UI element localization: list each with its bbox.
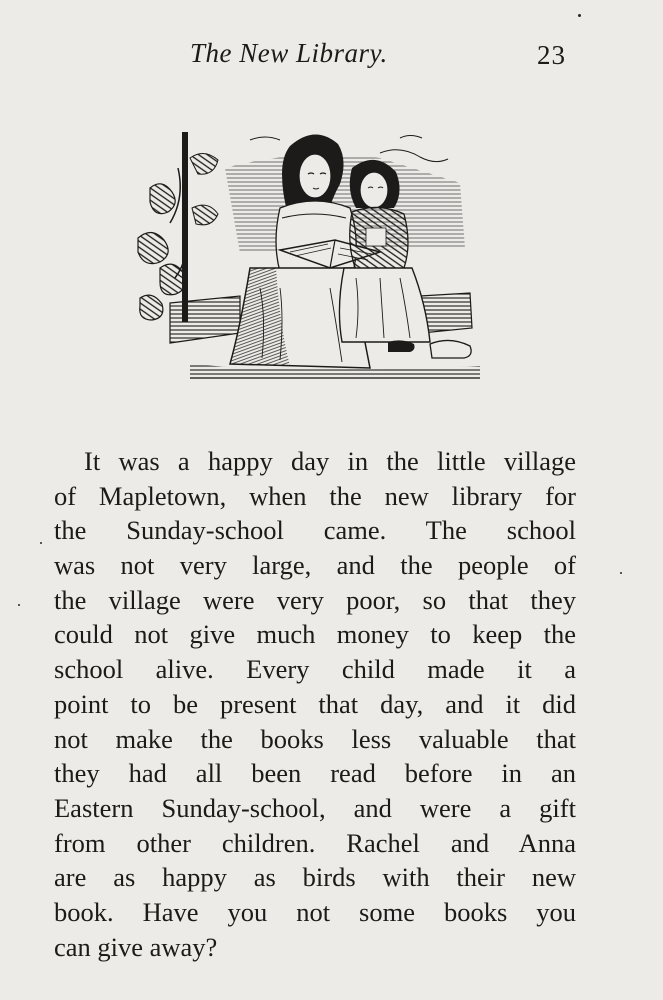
paragraph-line: of Mapletown, when the new library for — [54, 480, 576, 511]
engraving-two-girls-reading-icon — [130, 128, 484, 384]
paragraph-line: school alive. Every child made it a — [54, 654, 576, 685]
paragraph-line: they had all been read before in an — [54, 758, 576, 789]
body-paragraph — [54, 444, 576, 964]
paragraph-line: could not give much money to keep the — [54, 619, 576, 650]
paper-speck — [578, 14, 581, 17]
paper-speck — [620, 572, 622, 574]
paragraph-line: can give away? — [54, 931, 218, 962]
paragraph-line: from other children. Rachel and Anna — [54, 827, 576, 858]
paragraph-line: was not very large, and the people of — [54, 550, 576, 581]
paragraph-line: book. Have you not some books you — [54, 896, 576, 927]
paragraph-line: the Sunday-school came. The school — [54, 515, 576, 546]
paragraph-line: are as happy as birds with their new — [54, 862, 576, 893]
paper-speck — [40, 542, 42, 544]
running-head — [0, 38, 663, 78]
paragraph-line: Eastern Sunday-school, and were a gift — [54, 792, 576, 823]
page-number: 23 — [537, 40, 566, 70]
paragraph-line: the village were very poor, so that they — [54, 584, 576, 615]
running-title: The New Library. — [190, 38, 388, 68]
paragraph-line: It was a happy day in the little village — [84, 446, 576, 476]
paragraph-line: point to be present that day, and it did — [54, 688, 576, 719]
paragraph-line: not make the books less valuable that — [54, 723, 576, 754]
paper-speck — [18, 604, 20, 606]
